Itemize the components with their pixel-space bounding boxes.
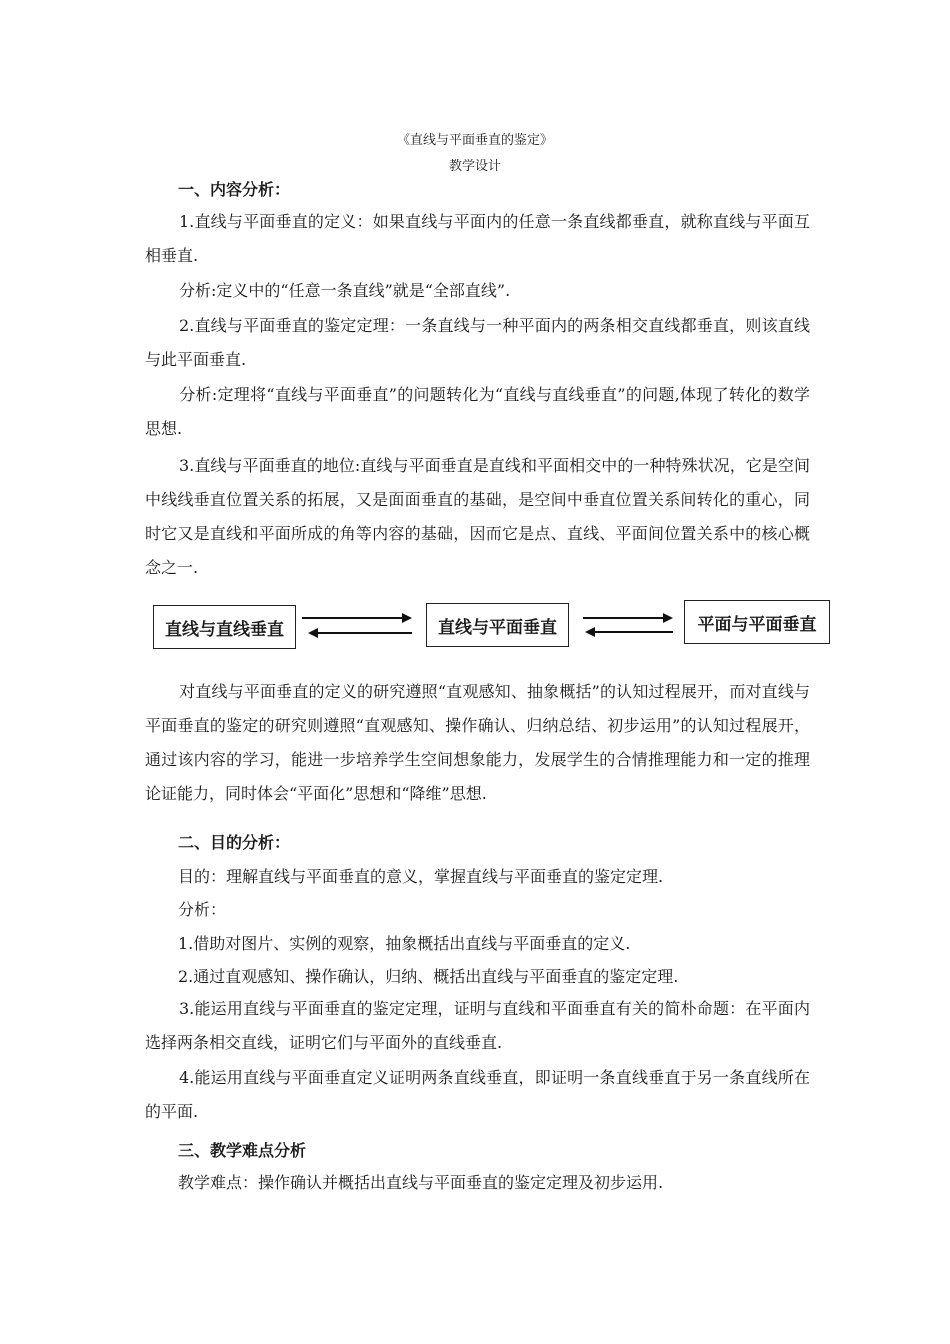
paragraph-definition: 1.直线与平面垂直的定义：如果直线与平面内的任意一条直线都垂直，就称直线与平面互相垂直. [145,212,810,265]
goal-item-1: 1.借助对图片、实例的观察，抽象概括出直线与平面垂直的定义. [178,934,631,953]
paragraph-status: 3.直线与平面垂直的地位:直线与平面垂直是直线和平面相交中的一种特殊状况，它是空间中线线垂直位置关系的拓展，又是面面垂直的基础，是空间中垂直位置关系间转化的重心，同时它又是直线和平面所成的角等内容的基础，因而它是点、直线、平面间位置关系中的核心概念之一. [145,456,810,577]
paragraph-research: 对直线与平面垂直的定义的研究遵照“直观感知、抽象概括”的认知过程展开，而对直线与平面垂直的鉴定的研究则遵照“直观感知、操作确认、归纳总结、初步运用”的认知过程展开，通过该内容的学习，能进一步培养学生空间想象能力，发展学生的合情推理能力和一定的推理论证能力，同时体会“平面化”思想和“降维”思想. [145,682,810,803]
section-heading-goal: 二、目的分析： [178,833,291,852]
double-arrow-icon [575,608,681,640]
goal-text: 目的：理解直线与平面垂直的意义，掌握直线与平面垂直的鉴定定理. [178,867,664,886]
diagram-box-line-line: 直线与直线垂直 [153,605,296,649]
difficulty-text: 教学难点：操作确认并概括出直线与平面垂直的鉴定定理及初步运用. [178,1173,664,1192]
goal-item-2: 2.通过直观感知、操作确认，归纳、概括出直线与平面垂直的鉴定定理. [178,967,679,986]
paragraph-theorem-analysis: 分析:定理将“直线与平面垂直”的问题转化为“直线与直线垂直”的问题,体现了转化的数学思想. [145,385,810,438]
goal-item-3: 3.能运用直线与平面垂直的鉴定定理，证明与直线和平面垂直有关的简朴命题：在平面内选择两条相交直线，证明它们与平面外的直线垂直. [145,999,810,1052]
diagram-box-plane-plane: 平面与平面垂直 [684,600,830,644]
goal-item-4: 4.能运用直线与平面垂直定义证明两条直线垂直，即证明一条直线垂直于另一条直线所在的平面. [145,1068,810,1121]
paragraph-theorem: 2.直线与平面垂直的鉴定定理：一条直线与一种平面内的两条相交直线都垂直，则该直线与此平面垂直. [145,316,810,369]
goal-analysis-label: 分析： [178,900,227,919]
document-title: 《直线与平面垂直的鉴定》 [396,133,553,148]
section-heading-content: 一、内容分析： [178,180,291,199]
document-subtitle: 教学设计 [448,159,501,174]
paragraph-definition-analysis: 分析:定义中的“任意一条直线”就是“全部直线”. [179,281,511,300]
diagram-box-line-plane: 直线与平面垂直 [426,603,569,647]
section-heading-difficulty: 三、教学难点分析 [178,1141,307,1160]
double-arrow-icon [300,605,420,645]
